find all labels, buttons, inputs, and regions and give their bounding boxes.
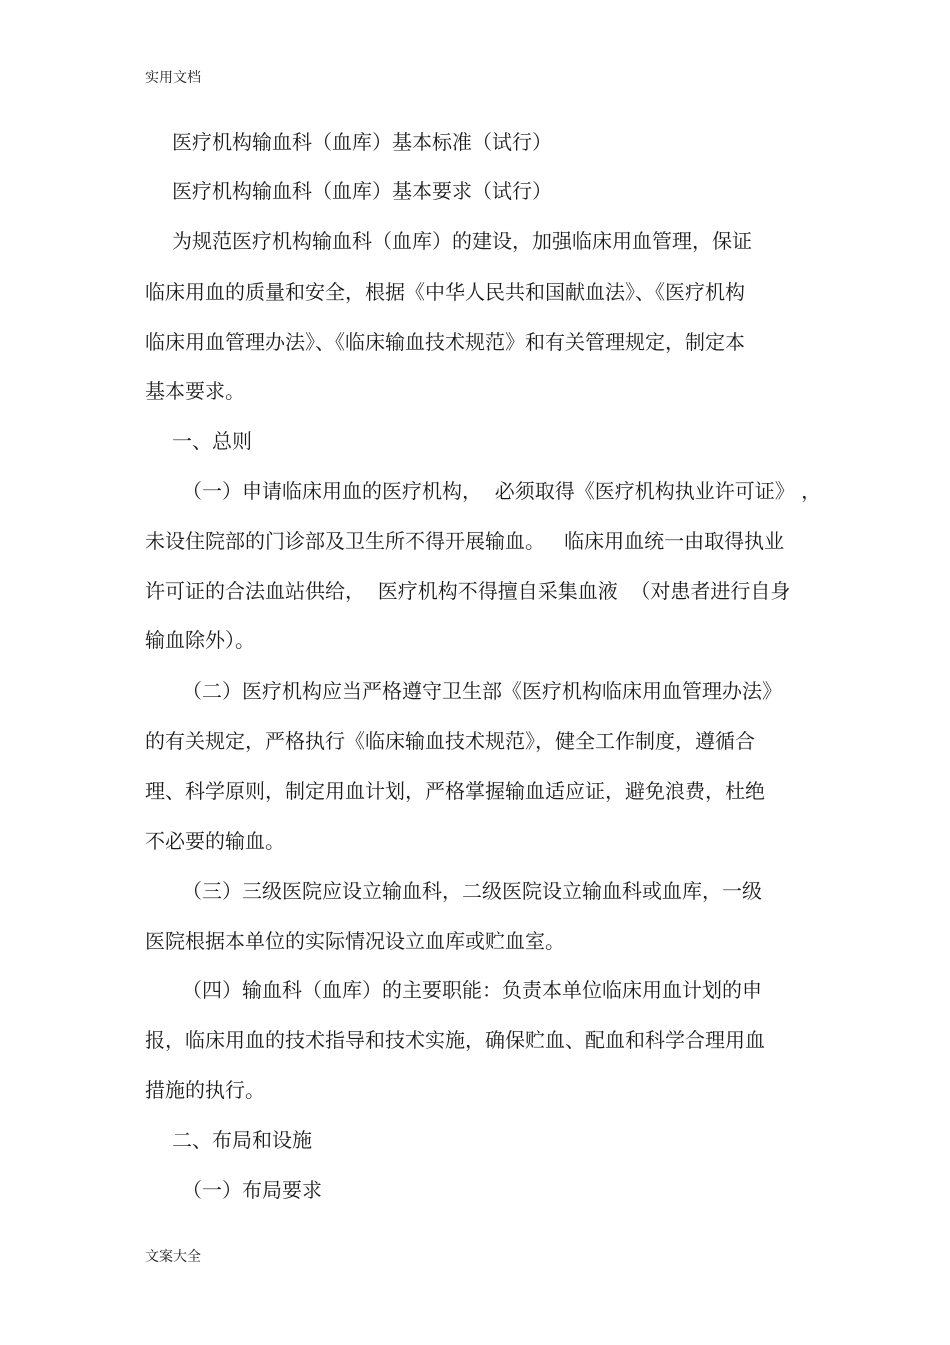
clause-2-line: 的有关规定，严格执行《临床输血技术规范》，健全工作制度，遵循合: [145, 729, 755, 753]
clause-4-line: 措施的执行。: [145, 1078, 265, 1102]
document-title-requirements: 医疗机构输血科（血库）基本要求（试行）: [172, 179, 552, 203]
clause-3-line: （三）三级医院应设立输血科，二级医院设立输血科或血库，一级: [182, 879, 762, 903]
page-footer: 文案大全: [145, 1249, 201, 1265]
intro-paragraph-line: 临床用血的质量和安全，根据《中华人民共和国献血法》、《医疗机构: [145, 280, 745, 304]
clause-2-line: 不必要的输血。: [145, 829, 285, 853]
clause-2-line: 理、科学原则，制定用血计划，严格掌握输血适应证，避免浪费，杜绝: [145, 779, 765, 803]
subsection-heading-layout-requirements: （一）布局要求: [182, 1178, 322, 1202]
clause-2-line: （二）医疗机构应当严格遵守卫生部《医疗机构临床用血管理办法》: [182, 679, 782, 703]
section-heading-general: 一、总则: [172, 429, 252, 453]
intro-paragraph-line: 为规范医疗机构输血科（血库）的建设，加强临床用血管理，保证: [172, 229, 752, 253]
intro-paragraph-line: 基本要求。: [145, 379, 245, 403]
section-heading-layout: 二、布局和设施: [172, 1128, 312, 1152]
clause-3-line: 医院根据本单位的实际情况设立血库或贮血室。: [145, 929, 565, 953]
clause-1-line: 输血除外）。: [145, 628, 255, 652]
page-header: 实用文档: [145, 70, 201, 86]
clause-4-line: 报，临床用血的技术指导和技术实施，确保贮血、配血和科学合理用血: [145, 1028, 765, 1052]
document-title-standard: 医疗机构输血科（血库）基本标准（试行）: [172, 130, 552, 154]
clause-1-line: 未设住院部的门诊部及卫生所不得开展输血。 临床用血统一由取得执业: [145, 529, 785, 553]
clause-1-line: （一）申请临床用血的医疗机构， 必须取得《医疗机构执业许可证》 ，: [182, 479, 822, 503]
intro-paragraph-line: 临床用血管理办法》、《临床输血技术规范》和有关管理规定，制定本: [145, 330, 745, 354]
clause-4-line: （四）输血科（血库）的主要职能：负责本单位临床用血计划的申: [182, 978, 762, 1002]
clause-1-line: 许可证的合法血站供给， 医疗机构不得擅自采集血液 （对患者进行自身: [145, 579, 791, 603]
